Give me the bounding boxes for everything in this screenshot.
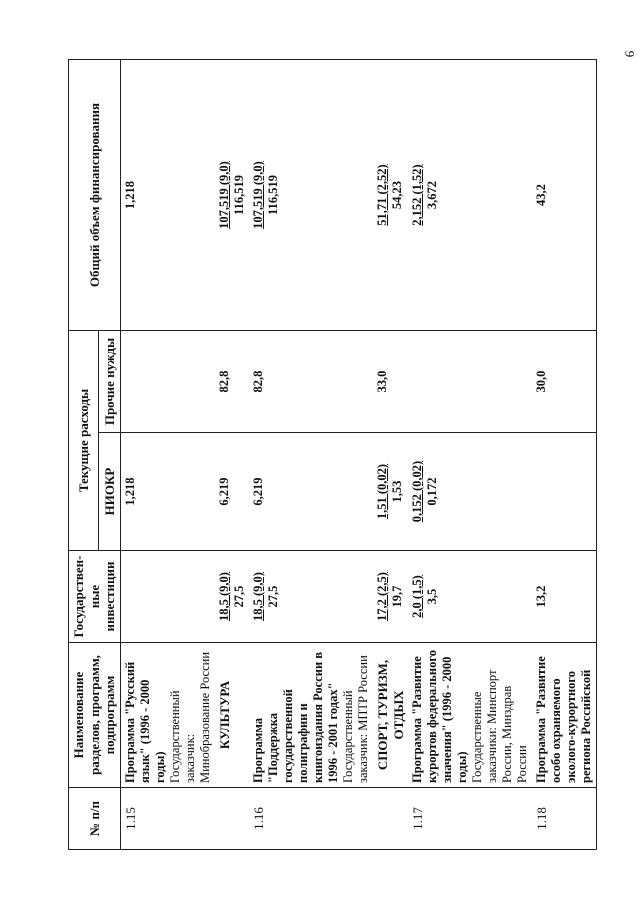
value-primary: 17,2 (2,5)	[375, 572, 389, 621]
header-total-financing: Общий объем финансирования	[69, 60, 121, 331]
total-cell: 43,2	[532, 60, 597, 331]
value-primary: 1,51 (0,02)	[375, 463, 389, 520]
value-secondary: 3,672	[425, 180, 440, 210]
niokr-cell: 6,219	[215, 433, 249, 551]
header-current-expenses: Текущие расходы	[69, 331, 99, 551]
other-needs-cell: 82,8	[215, 331, 249, 433]
section-title: СПОРТ, ТУРИЗМ, ОТДЫХ	[373, 643, 408, 788]
program-customer: Государственный заказчик: МПТР России	[341, 655, 370, 783]
program-title: Программа "Развитие особо охраняемого эколого-курортного региона Российской	[534, 656, 594, 783]
header-name: Наименование разделов, программ, подпрограмм	[69, 643, 121, 788]
financing-table	[68, 59, 597, 850]
program-name-cell	[249, 643, 373, 788]
total-cell	[249, 60, 373, 331]
table-row-section-culture	[215, 60, 249, 850]
table-row-1-15	[121, 60, 216, 850]
value-secondary: 27,5	[266, 585, 280, 608]
row-number: 1.18	[532, 788, 597, 850]
other-needs-cell: 82,8	[249, 331, 373, 433]
value-primary: 18,5 (9,0)	[251, 572, 265, 621]
table-row-1-17	[408, 60, 532, 850]
investments-cell	[121, 551, 216, 643]
program-customer: Государственный заказчик: Минобразование России	[168, 651, 212, 783]
value-secondary: 27,5	[232, 585, 246, 608]
header-other-needs: Прочие нужды	[99, 331, 121, 433]
program-title: Программа "Поддержка государственной полиграфии и книгоиздания России в 1996 - 2001 годах"	[251, 651, 340, 783]
value-secondary: 3,5	[425, 588, 440, 605]
program-name-cell	[532, 643, 597, 788]
value-primary: 2,152 (1,52)	[410, 164, 425, 226]
investments-cell	[408, 551, 532, 643]
other-needs-cell	[121, 331, 216, 433]
row-number: 1.17	[408, 788, 532, 850]
header-niokr: НИОКР	[99, 433, 121, 551]
niokr-cell	[408, 433, 532, 551]
program-name-cell	[121, 643, 216, 788]
investments-cell	[249, 551, 373, 643]
value-primary: 107,519 (9,0)	[217, 161, 231, 229]
program-title: Программа "Развитие курортов федерального значения" (1996 - 2000 годы)	[410, 650, 470, 783]
niokr-cell	[373, 433, 408, 551]
investments-cell: 13,2	[532, 551, 597, 643]
investments-cell	[373, 551, 408, 643]
table-row-section-sport	[373, 60, 408, 850]
value-secondary: 19,7	[390, 585, 404, 608]
value-primary: 18,5 (9,0)	[217, 572, 231, 621]
page-number: 9	[622, 50, 638, 58]
total-cell: 1,218	[121, 60, 216, 331]
value-primary: 2,0 (1,5)	[410, 575, 425, 618]
investments-cell	[215, 551, 249, 643]
header-investments: Государствен-ные инвестиции	[69, 551, 121, 643]
program-name-cell	[408, 643, 532, 788]
value-primary: 51,71 (2,52)	[375, 164, 389, 226]
value-secondary: 0,172	[425, 477, 440, 506]
value-secondary: 116,519	[232, 175, 246, 215]
table-row-1-18	[532, 60, 597, 850]
value-secondary: 54,23	[390, 180, 404, 210]
row-number: 1.15	[121, 788, 216, 850]
total-cell	[215, 60, 249, 331]
niokr-cell: 6,219	[249, 433, 373, 551]
total-cell	[408, 60, 532, 331]
section-title: КУЛЬТУРА	[215, 643, 249, 788]
niokr-cell: 1,218	[121, 433, 216, 551]
program-customer: Государственные заказчики: Минспорт России, Минздрав России	[470, 669, 530, 783]
value-primary: 107,519 (9,0)	[251, 161, 265, 229]
other-needs-cell: 33,0	[373, 331, 408, 433]
other-needs-cell	[408, 331, 532, 433]
other-needs-cell: 30,0	[532, 331, 597, 433]
total-cell	[373, 60, 408, 331]
niokr-cell	[532, 433, 597, 551]
value-secondary: 116,519	[266, 175, 280, 215]
value-primary: 0,152 (0,02)	[410, 460, 425, 523]
row-number: 1.16	[249, 788, 373, 850]
header-num: № п/п	[69, 788, 121, 850]
value-secondary: 1,53	[390, 480, 404, 503]
program-title: Программа "Русский язык" (1996 - 2000 годы)	[123, 661, 167, 783]
table-row-1-16	[249, 60, 373, 850]
rotated-table-wrapper	[68, 60, 594, 850]
